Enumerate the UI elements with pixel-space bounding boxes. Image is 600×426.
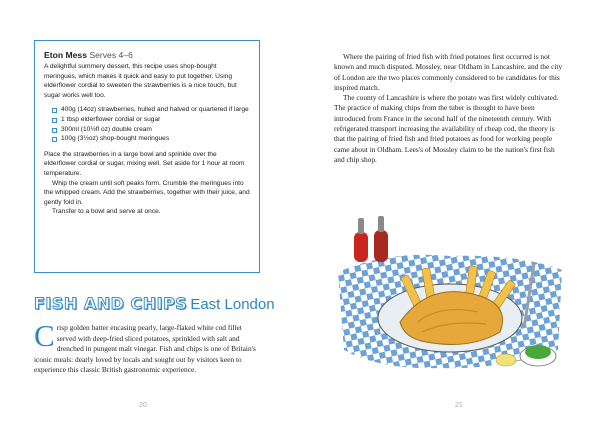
method-step: Whip the cream until soft peaks form. Crumble the meringues into the whipped cream. Add the strawberries, together with their juice, and gently fold in. <box>44 179 250 206</box>
page-number-right: 21 <box>455 402 463 409</box>
fish-and-chips-illustration <box>330 210 570 385</box>
ingredient-item: 300ml (10½fl oz) double cream <box>52 125 250 135</box>
ingredient-list <box>44 105 250 143</box>
dish-place: East London <box>190 296 275 313</box>
body-paragraph: The county of Lancashire is where the potato was first widely cultivated. The practice of making chips from the tuber is thought to have been introduced from France in the second half of the nineteenth century. With refrigerated transport increasing the availability of cheap cod, the theory is that the pairing of fried fish and fried potatoes as food for working people came about in Oldham. Lees's of Mossley claim to be the nation's first fish and chip shop. <box>334 93 559 164</box>
drop-cap: C <box>34 318 55 353</box>
ingredient-item: 1 tbsp elderflower cordial or sugar <box>52 115 250 125</box>
section-heading <box>34 294 274 314</box>
recipe-title <box>44 49 250 61</box>
ingredient-item: 400g (14oz) strawberries, hulled and halved or quartered if large <box>52 105 250 115</box>
intro-text: risp golden batter encasing pearly, large-flaked white cod fillet served with deep-fried sliced potatoes, sprinkled with salt and drenched in pungent malt vinegar. Fish and chips is one of Britain's iconic meals: dearly loved by locals and sought out by visitors keen to experience this classic British gastronomic experience. <box>34 323 256 374</box>
body-paragraph: Where the pairing of fried fish with fried potatoes first occurred is not known and much disputed. Mossley, near Oldham in Lancashire, and the city of London are the two places commonly considered to be candidates for this inspired match. <box>334 52 563 92</box>
dish-title: FISH AND CHIPS <box>34 294 188 313</box>
recipe-intro: A delightful summery dessert, this recipe uses shop-bought meringues, which makes it quick and easy to put together. Using elderflower cordial to sweeten the strawberries is a nice touch, but sugar works well too. <box>44 63 237 99</box>
recipe-serves: Serves 4–6 <box>89 50 133 60</box>
ingredient-item: 100g (3½oz) shop-bought meringues <box>52 134 250 144</box>
lemon-wedge <box>496 354 516 366</box>
right-page <box>300 0 600 426</box>
intro-paragraph <box>34 318 260 376</box>
recipe-method <box>44 150 250 217</box>
recipe-box <box>34 40 260 273</box>
recipe-name: Eton Mess <box>44 50 87 60</box>
page-number-left: 20 <box>139 402 147 409</box>
ketchup-bottle <box>354 218 368 262</box>
method-step: Transfer to a bowl and serve at once. <box>52 208 161 216</box>
right-body-text <box>334 52 566 165</box>
method-step: Place the strawberries in a large bowl and sprinkle over the elderflower cordial or sugar, mixing well. Set aside for 1 hour at room temperature. <box>44 150 245 177</box>
vinegar-bottle <box>374 216 388 262</box>
